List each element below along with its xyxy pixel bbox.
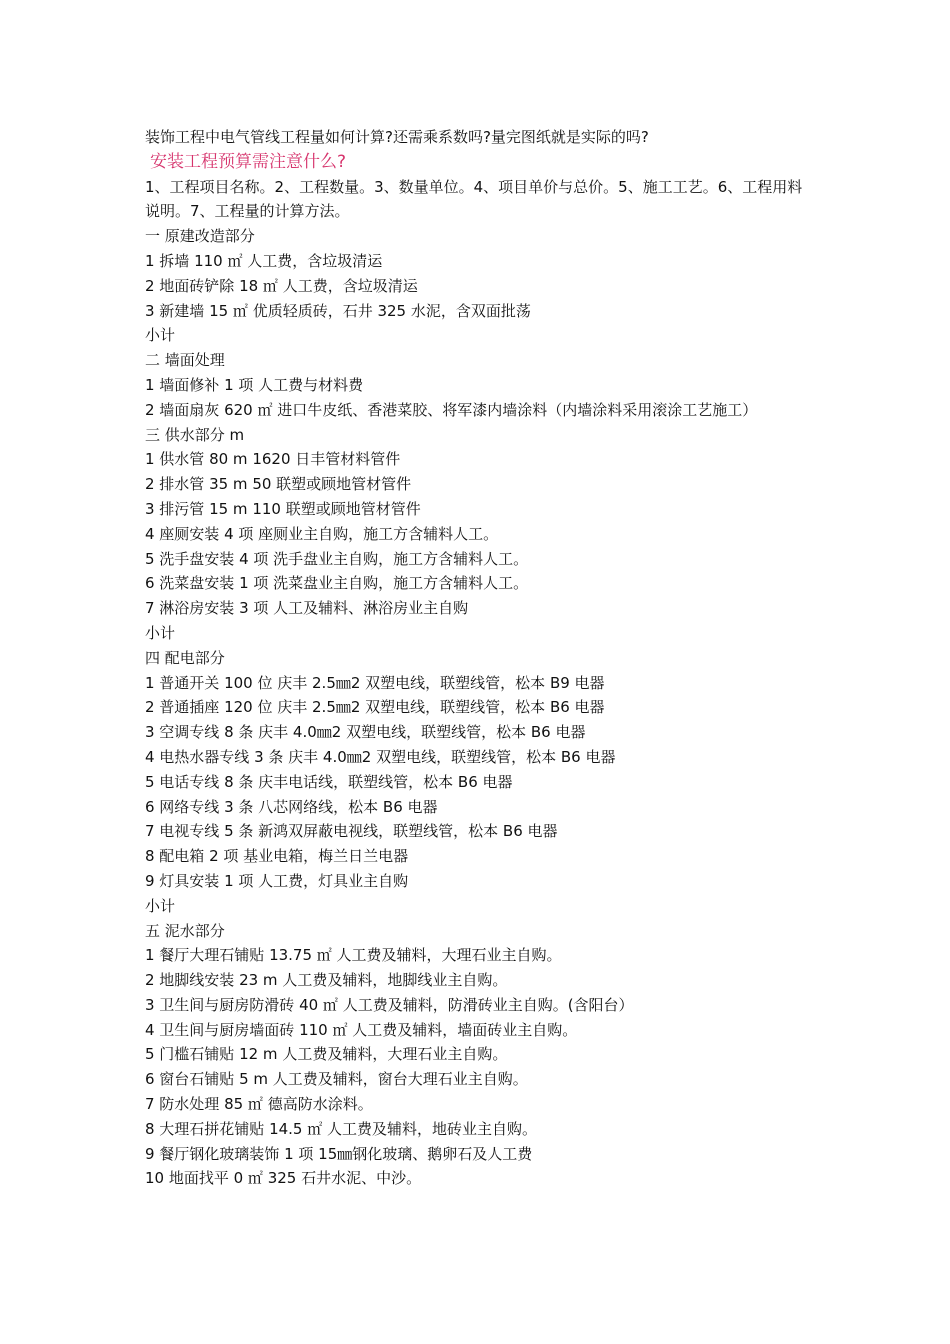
list-item: 9 灯具安装 1 项 人工费，灯具业主自购 (145, 871, 409, 890)
list-item: 8 配电箱 2 项 基业电箱，梅兰日兰电器 (145, 847, 409, 866)
list-item: 4 电热水器专线 3 条 庆丰 4.0㎜2 双塑电线，联塑线管，松本 B6 电器 (145, 747, 616, 766)
section-heading-demolition: 一 原建改造部分 (145, 227, 255, 246)
list-item: 5 门槛石铺贴 12 m 人工费及辅料，大理石业主自购。 (145, 1045, 508, 1064)
intro-paragraph: 1、工程项目名称。2、工程数量。3、数量单位。4、项目单价与总价。5、施工工艺。6、工程用料说明。7、工程量的计算方法。 (145, 177, 803, 221)
list-item: 1 普通开关 100 位 庆丰 2.5㎜2 双塑电线，联塑线管，松本 B9 电器 (145, 673, 605, 692)
list-item: 3 新建墙 15 ㎡ 优质轻质砖，石井 325 水泥，含双面批荡 (145, 301, 531, 320)
section-heading-wall: 二 墙面处理 (145, 351, 225, 370)
list-item: 2 排水管 35 m 50 联塑或顾地管材管件 (145, 475, 412, 494)
list-item: 7 淋浴房安装 3 项 人工及辅料、淋浴房业主自购 (145, 599, 469, 618)
list-item: 6 网络专线 3 条 八芯网络线，松本 B6 电器 (145, 797, 438, 816)
list-item: 10 地面找平 0 ㎡ 325 石井水泥、中沙。 (145, 1169, 422, 1188)
section-heading-masonry: 五 泥水部分 (145, 921, 225, 940)
subtotal-label: 小计 (145, 896, 176, 915)
list-item: 7 防水处理 85 ㎡ 德高防水涂料。 (145, 1095, 373, 1114)
subtotal-label: 小计 (145, 326, 176, 345)
list-item: 4 卫生间与厨房墙面砖 110 ㎡ 人工费及辅料，墙面砖业主自购。 (145, 1020, 578, 1039)
list-item: 1 墙面修补 1 项 人工费与材料费 (145, 375, 364, 394)
document-subtitle: 安装工程预算需注意什么? (150, 151, 347, 172)
list-item: 4 座厕安装 4 项 座厕业主自购，施工方含辅料人工。 (145, 524, 499, 543)
list-item: 3 排污管 15 m 110 联塑或顾地管材管件 (145, 499, 421, 518)
list-item: 2 地脚线安装 23 m 人工费及辅料，地脚线业主自购。 (145, 971, 508, 990)
list-item: 7 电视专线 5 条 新鸿双屏蔽电视线，联塑线管，松本 B6 电器 (145, 822, 558, 841)
list-item: 8 大理石拼花铺贴 14.5 ㎡ 人工费及辅料，地砖业主自购。 (145, 1119, 538, 1138)
list-item: 1 餐厅大理石铺贴 13.75 ㎡ 人工费及辅料，大理石业主自购。 (145, 946, 562, 965)
list-item: 1 拆墙 110 ㎡ 人工费，含垃圾清运 (145, 251, 383, 270)
list-item: 3 卫生间与厨房防滑砖 40 ㎡ 人工费及辅料，防滑砖业主自购。(含阳台） (145, 995, 634, 1014)
list-item: 2 墙面扇灰 620 ㎡ 进口牛皮纸、香港菜胶、将军漆内墙涂料（内墙涂料采用滚涂工艺施工） (145, 400, 758, 419)
list-item: 5 电话专线 8 条 庆丰电话线，联塑线管，松本 B6 电器 (145, 772, 513, 791)
list-item: 3 空调专线 8 条 庆丰 4.0㎜2 双塑电线，联塑线管，松本 B6 电器 (145, 723, 586, 742)
section-heading-electrical: 四 配电部分 (145, 648, 225, 667)
subtotal-label: 小计 (145, 623, 176, 642)
list-item: 2 普通插座 120 位 庆丰 2.5㎜2 双塑电线，联塑线管，松本 B6 电器 (145, 698, 605, 717)
list-item: 2 地面砖铲除 18 ㎡ 人工费，含垃圾清运 (145, 276, 418, 295)
list-item: 6 窗台石铺贴 5 m 人工费及辅料，窗台大理石业主自购。 (145, 1070, 528, 1089)
document-title: 装饰工程中电气管线工程量如何计算?还需乘系数吗?量完图纸就是实际的吗? (145, 128, 649, 146)
list-item: 9 餐厅钢化玻璃装饰 1 项 15㎜钢化玻璃、鹅卵石及人工费 (145, 1144, 533, 1163)
list-item: 1 供水管 80 m 1620 日丰管材料管件 (145, 450, 401, 469)
list-item: 5 洗手盘安装 4 项 洗手盘业主自购，施工方含辅料人工。 (145, 549, 529, 568)
document-body (145, 125, 810, 1191)
list-item: 6 洗菜盘安装 1 项 洗菜盘业主自购，施工方含辅料人工。 (145, 574, 529, 593)
section-heading-water: 三 供水部分 m (145, 425, 245, 444)
